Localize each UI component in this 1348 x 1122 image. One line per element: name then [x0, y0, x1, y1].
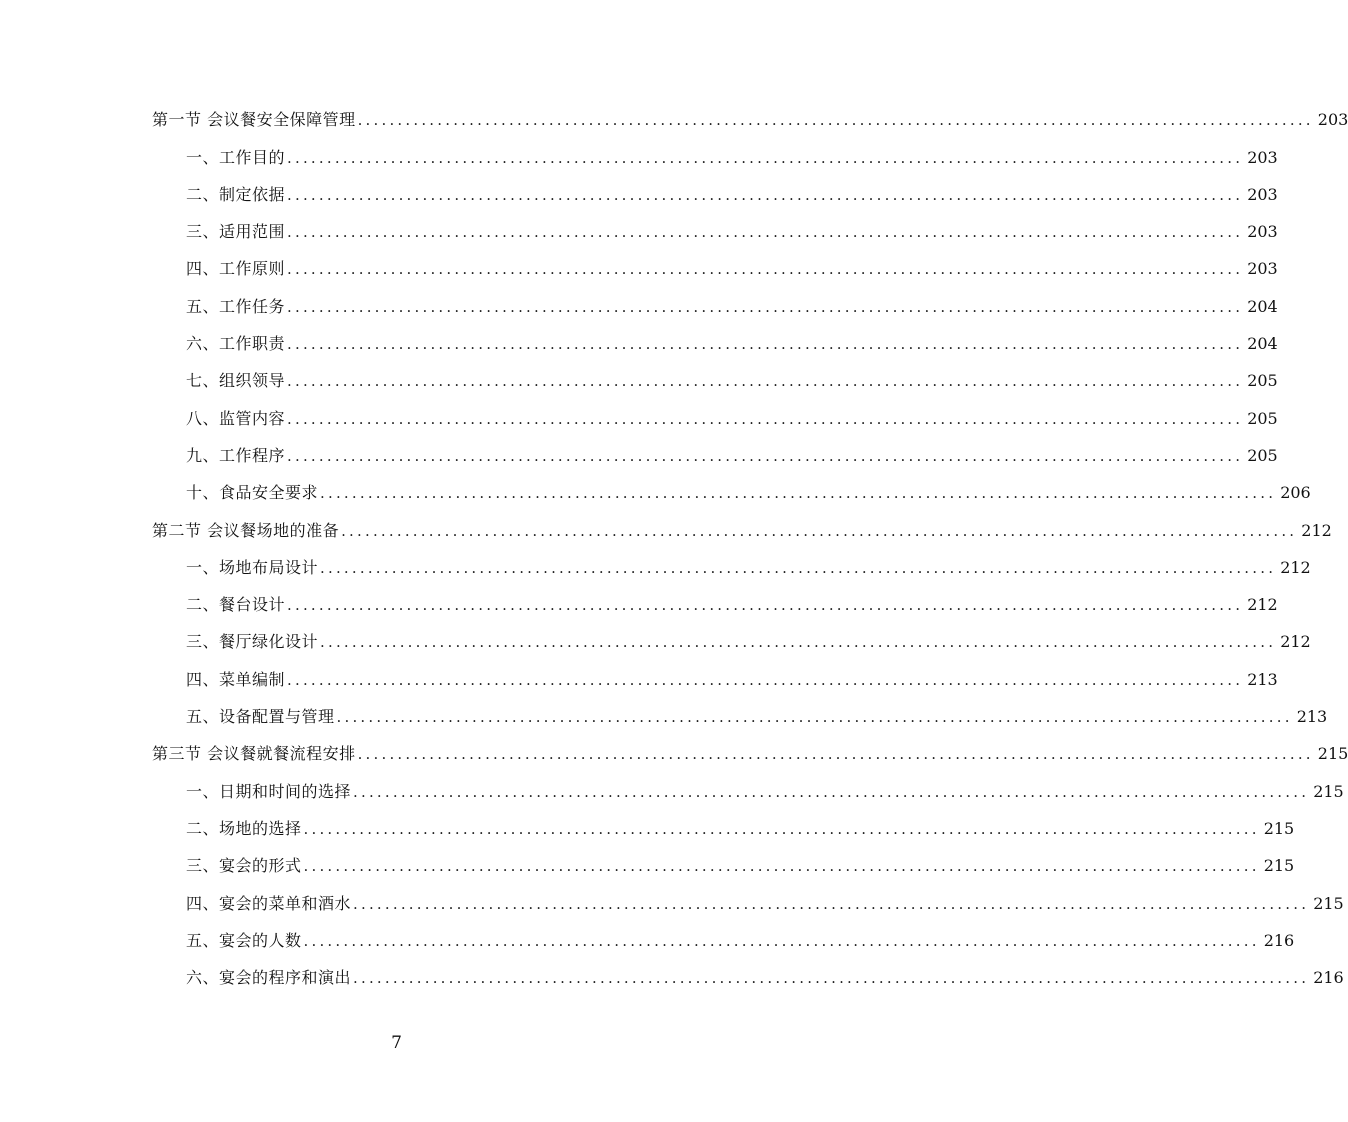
toc-entry-title: 二、场地的选择: [186, 818, 302, 838]
toc-section-entry[interactable]: [0, 735, 1348, 772]
toc-page-number: 204: [1247, 334, 1278, 354]
toc-page-number: 212: [1280, 557, 1311, 577]
toc-entry-title: 十、食品安全要求: [186, 483, 319, 503]
toc-subsection-entry[interactable]: [0, 959, 1344, 996]
toc-dot-leader: ........................................................................................................................: [287, 372, 1244, 391]
toc-subsection-entry[interactable]: [0, 772, 1344, 809]
toc-dot-leader: ........................................................................................................................: [353, 894, 1310, 913]
toc-page-number: 215: [1313, 781, 1344, 801]
toc-dot-leader: ........................................................................................................................: [303, 819, 1260, 838]
toc-subsection-entry[interactable]: [0, 660, 1278, 697]
toc-page-number: 203: [1247, 184, 1278, 204]
toc-entry-title: 四、宴会的菜单和酒水: [186, 893, 352, 913]
toc-dot-leader: ........................................................................................................................: [287, 297, 1244, 316]
toc-entry-title: 二、制定依据: [186, 184, 286, 204]
toc-subsection-entry[interactable]: [0, 325, 1278, 362]
toc-dot-leader: ........................................................................................................................: [303, 857, 1260, 876]
toc-dot-leader: ........................................................................................................................: [320, 484, 1277, 503]
toc-page-number: 205: [1247, 445, 1278, 465]
toc-entry-title: 第一节 会议餐安全保障管理: [152, 110, 356, 130]
toc-page-number: 213: [1296, 707, 1328, 727]
toc-page-number: 216: [1263, 930, 1295, 950]
toc-subsection-entry[interactable]: [0, 250, 1278, 287]
toc-entry-title: 二、餐台设计: [186, 595, 286, 615]
toc-page-number: 216: [1313, 968, 1344, 988]
toc-page-number: 203: [1317, 110, 1348, 130]
toc-page-number: 212: [1301, 520, 1332, 540]
toc-dot-leader: ........................................................................................................................: [357, 111, 1314, 130]
toc-entry-title: 一、工作目的: [186, 147, 286, 167]
toc-entry-title: 一、场地布局设计: [186, 557, 319, 577]
toc-subsection-entry[interactable]: [0, 176, 1278, 213]
toc-dot-leader: ........................................................................................................................: [287, 260, 1244, 279]
toc-dot-leader: ........................................................................................................................: [353, 782, 1310, 801]
toc-page-number: 215: [1317, 744, 1348, 764]
toc-entry-title: 一、日期和时间的选择: [186, 781, 352, 801]
toc-dot-leader: ........................................................................................................................: [357, 745, 1314, 764]
toc-subsection-entry[interactable]: [0, 287, 1278, 324]
toc-page-number: 212: [1280, 632, 1311, 652]
toc-dot-leader: ........................................................................................................................: [287, 409, 1244, 428]
toc-page-number: 203: [1247, 222, 1278, 242]
table-of-contents: [0, 101, 1348, 996]
toc-page-number: 215: [1263, 856, 1295, 876]
toc-subsection-entry[interactable]: [0, 437, 1278, 474]
toc-page-number: 204: [1247, 296, 1278, 316]
toc-dot-leader: ........................................................................................................................: [353, 969, 1310, 988]
toc-entry-title: 四、工作原则: [186, 259, 286, 279]
toc-dot-leader: ........................................................................................................................: [341, 521, 1298, 540]
toc-entry-title: 第二节 会议餐场地的准备: [152, 520, 340, 540]
toc-dot-leader: ........................................................................................................................: [336, 708, 1293, 727]
toc-entry-title: 七、组织领导: [186, 371, 286, 391]
toc-subsection-entry[interactable]: [0, 474, 1311, 511]
toc-subsection-entry[interactable]: [0, 213, 1278, 250]
toc-subsection-entry[interactable]: [0, 884, 1344, 921]
toc-dot-leader: ........................................................................................................................: [287, 185, 1244, 204]
toc-subsection-entry[interactable]: [0, 847, 1295, 884]
toc-entry-title: 八、监管内容: [186, 408, 286, 428]
toc-dot-leader: ........................................................................................................................: [287, 148, 1244, 167]
toc-dot-leader: ........................................................................................................................: [320, 558, 1277, 577]
toc-dot-leader: ........................................................................................................................: [287, 446, 1244, 465]
toc-entry-title: 三、适用范围: [186, 222, 286, 242]
toc-dot-leader: ........................................................................................................................: [303, 931, 1260, 950]
toc-page-number: 206: [1280, 483, 1311, 503]
toc-entry-title: 六、工作职责: [186, 334, 286, 354]
toc-entry-title: 五、设备配置与管理: [186, 707, 335, 727]
toc-subsection-entry[interactable]: [0, 362, 1278, 399]
toc-subsection-entry[interactable]: [0, 586, 1278, 623]
page-number: 7: [391, 1033, 402, 1053]
toc-page-number: 215: [1263, 818, 1295, 838]
toc-page-number: 205: [1247, 408, 1278, 428]
toc-subsection-entry[interactable]: [0, 399, 1278, 436]
toc-page-number: 213: [1247, 669, 1278, 689]
toc-subsection-entry[interactable]: [0, 810, 1295, 847]
toc-entry-title: 五、宴会的人数: [186, 930, 302, 950]
toc-page-number: 203: [1247, 259, 1278, 279]
toc-dot-leader: ........................................................................................................................: [287, 596, 1244, 615]
toc-section-entry[interactable]: [0, 101, 1348, 138]
toc-page-number: 205: [1247, 371, 1278, 391]
toc-entry-title: 三、宴会的形式: [186, 856, 302, 876]
toc-entry-title: 九、工作程序: [186, 445, 286, 465]
toc-dot-leader: ........................................................................................................................: [287, 335, 1244, 354]
toc-page-number: 215: [1313, 893, 1344, 913]
toc-page-number: 203: [1247, 147, 1278, 167]
toc-page-number: 212: [1247, 595, 1278, 615]
toc-entry-title: 五、工作任务: [186, 296, 286, 316]
toc-dot-leader: ........................................................................................................................: [287, 223, 1244, 242]
toc-subsection-entry[interactable]: [0, 698, 1328, 735]
toc-subsection-entry[interactable]: [0, 623, 1311, 660]
toc-dot-leader: ........................................................................................................................: [287, 670, 1244, 689]
toc-section-entry[interactable]: [0, 511, 1332, 548]
toc-entry-title: 第三节 会议餐就餐流程安排: [152, 744, 356, 764]
toc-entry-title: 三、餐厅绿化设计: [186, 632, 319, 652]
toc-subsection-entry[interactable]: [0, 138, 1278, 175]
toc-entry-title: 六、宴会的程序和演出: [186, 968, 352, 988]
toc-dot-leader: ........................................................................................................................: [320, 633, 1277, 652]
toc-subsection-entry[interactable]: [0, 922, 1295, 959]
toc-subsection-entry[interactable]: [0, 549, 1311, 586]
toc-entry-title: 四、菜单编制: [186, 669, 286, 689]
